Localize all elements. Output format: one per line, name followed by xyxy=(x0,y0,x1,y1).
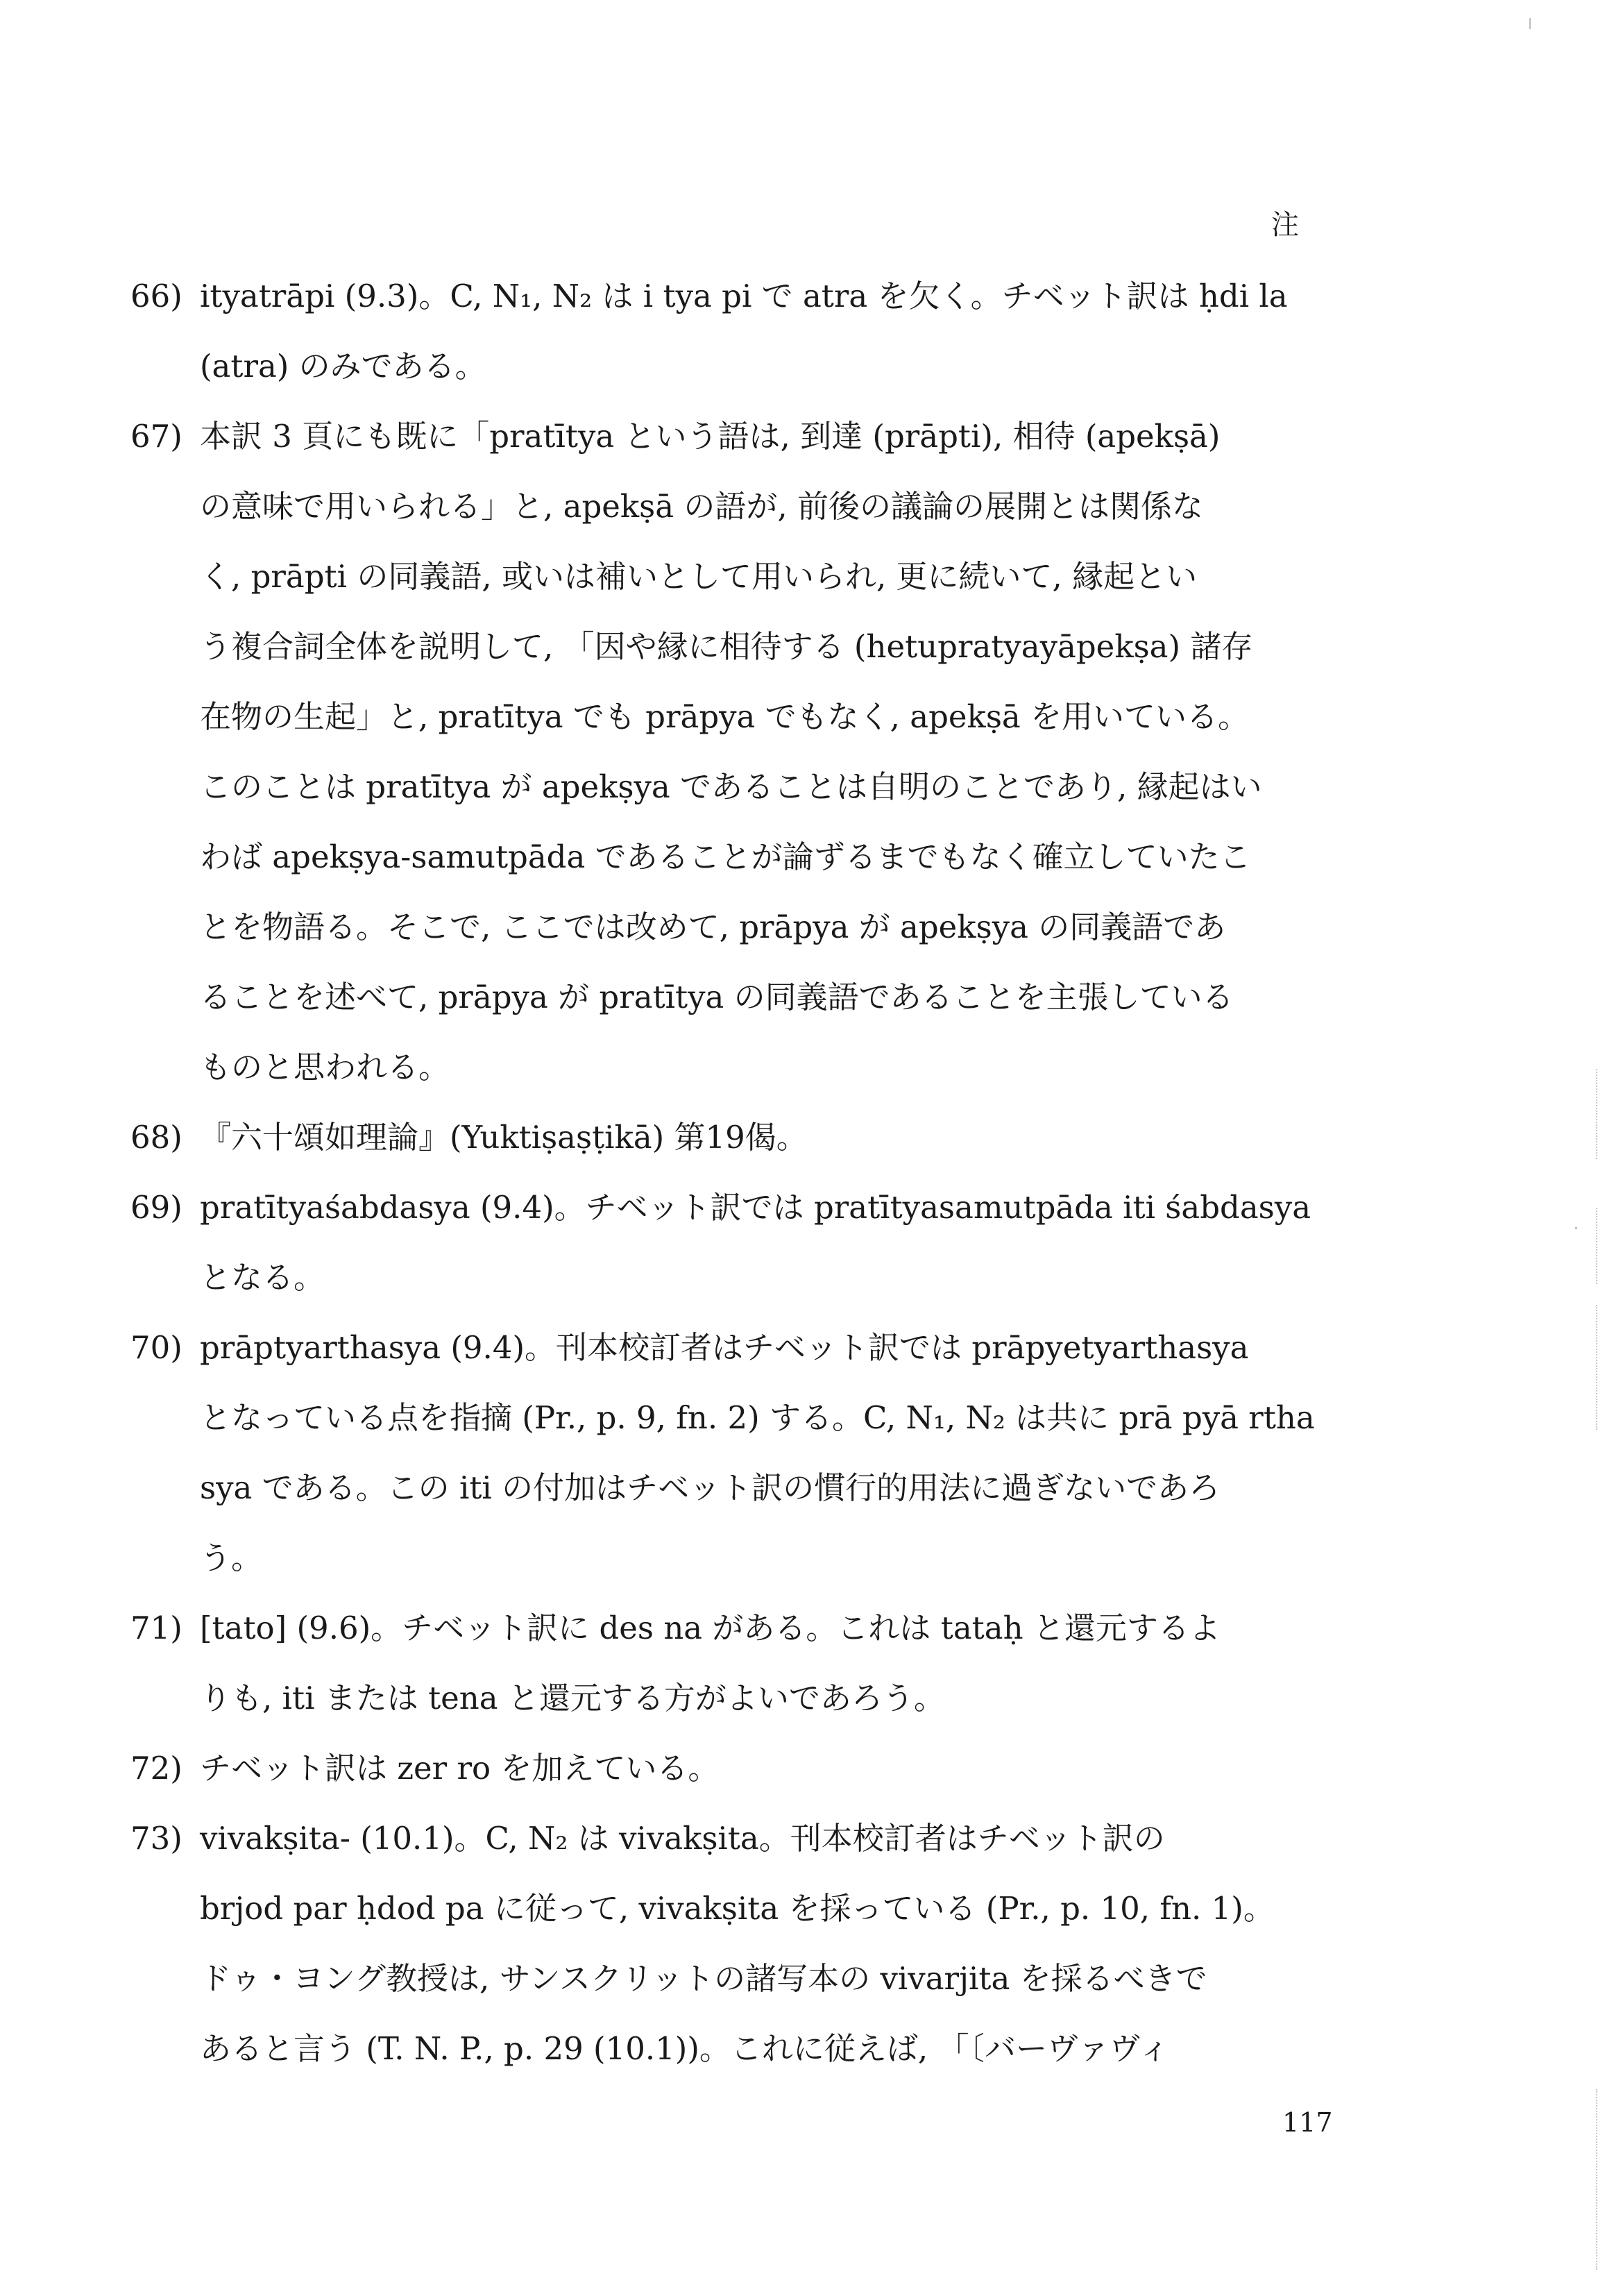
footnote-number: 71) xyxy=(130,1610,182,1646)
footnote-69 xyxy=(130,1172,1360,1312)
footnote-list xyxy=(130,261,1360,2084)
footnote-67 xyxy=(130,401,1360,1102)
scan-gutter-mark xyxy=(1596,1305,1597,1430)
footnote-number: 69) xyxy=(130,1189,182,1226)
footnote-text: prāptyarthasya (9.4)。刊本校訂者はチベット訳では prāpyetyarthasya となっている点を指摘 (Pr., p. 9, fn. 2) する。C, N₁, N₂ は共に prā pyā rtha sya である。この iti の付加はチベット訳の慣行的用法に過ぎないであろ う。 xyxy=(200,1329,1315,1576)
scan-speck xyxy=(1529,18,1531,29)
footnote-73 xyxy=(130,1803,1360,2084)
footnote-text: 本訳 3 頁にも既に「pratītya という語は, 到達 (prāpti), 相待 (apekṣā) の意味で用いられる」と, apekṣā の語が, 前後の議論の展開とは関係な く, prāpti の同義語, 或いは補いとして用いられ, 更に続いて, 縁起とい う複合詞全体を説明して, 「因や縁に相待する (hetupratyayāpekṣa) 諸存 在物の生起」と, pratītya でも prāpya でもなく, apekṣā を用いている。 このことは pratītya が apekṣya であることは自明のことであり, 縁起はい わば apekṣya-samutpāda であることが論ずるまでもなく確立していたこ とを物語る。そこで, ここでは改めて, prāpya が apekṣya の同義語であ ることを述べて, prāpya が pratītya の同義語であることを主張している ものと思われる。 xyxy=(200,418,1262,1086)
footnote-number: 66) xyxy=(130,278,182,314)
footnote-text: vivakṣita- (10.1)。C, N₂ は vivakṣita。刊本校訂者はチベット訳の brjod par ḥdod pa に従って, vivakṣita を採っている (Pr., p. 10, fn. 1)。 ドゥ・ヨング教授は, サンスクリットの諸写本の vivarjita を採るべきで あると言う (T. N. P., p. 29 (10.1))。これに従えば, 「〔バーヴァヴィ xyxy=(200,1820,1275,2067)
scan-gutter-mark xyxy=(1596,2089,1597,2270)
footnote-text: pratītyaśabdasya (9.4)。チベット訳では pratītyasamutpāda iti śabdasya となる。 xyxy=(200,1189,1311,1296)
footnote-71 xyxy=(130,1593,1360,1733)
footnote-number: 72) xyxy=(130,1750,182,1787)
footnote-66 xyxy=(130,261,1360,401)
scan-speck xyxy=(1575,1227,1577,1229)
scan-gutter-mark xyxy=(1596,1069,1597,1159)
footnote-number: 68) xyxy=(130,1119,182,1156)
footnote-number: 67) xyxy=(130,418,182,455)
footnote-text: チベット訳は zer ro を加えている。 xyxy=(200,1750,720,1787)
scan-gutter-mark xyxy=(1596,1208,1597,1284)
footnote-text: 『六十頌如理論』(Yuktiṣaṣṭikā) 第19偈。 xyxy=(200,1119,808,1156)
page-number: 117 xyxy=(1282,2107,1333,2138)
running-header-note-mark: 注 xyxy=(1271,209,1300,241)
footnote-number: 73) xyxy=(130,1820,182,1857)
footnote-text: ityatrāpi (9.3)。C, N₁, N₂ は i tya pi で atra を欠く。チベット訳は ḥdi la (atra) のみである。 xyxy=(200,278,1288,385)
footnote-text: [tato] (9.6)。チベット訳に des na がある。これは tataḥ と還元するよ りも, iti または tena と還元する方がよいであろう。 xyxy=(200,1610,1221,1716)
footnote-72 xyxy=(130,1733,1360,1803)
footnote-68 xyxy=(130,1102,1360,1172)
footnote-70 xyxy=(130,1312,1360,1593)
footnote-number: 70) xyxy=(130,1329,182,1366)
